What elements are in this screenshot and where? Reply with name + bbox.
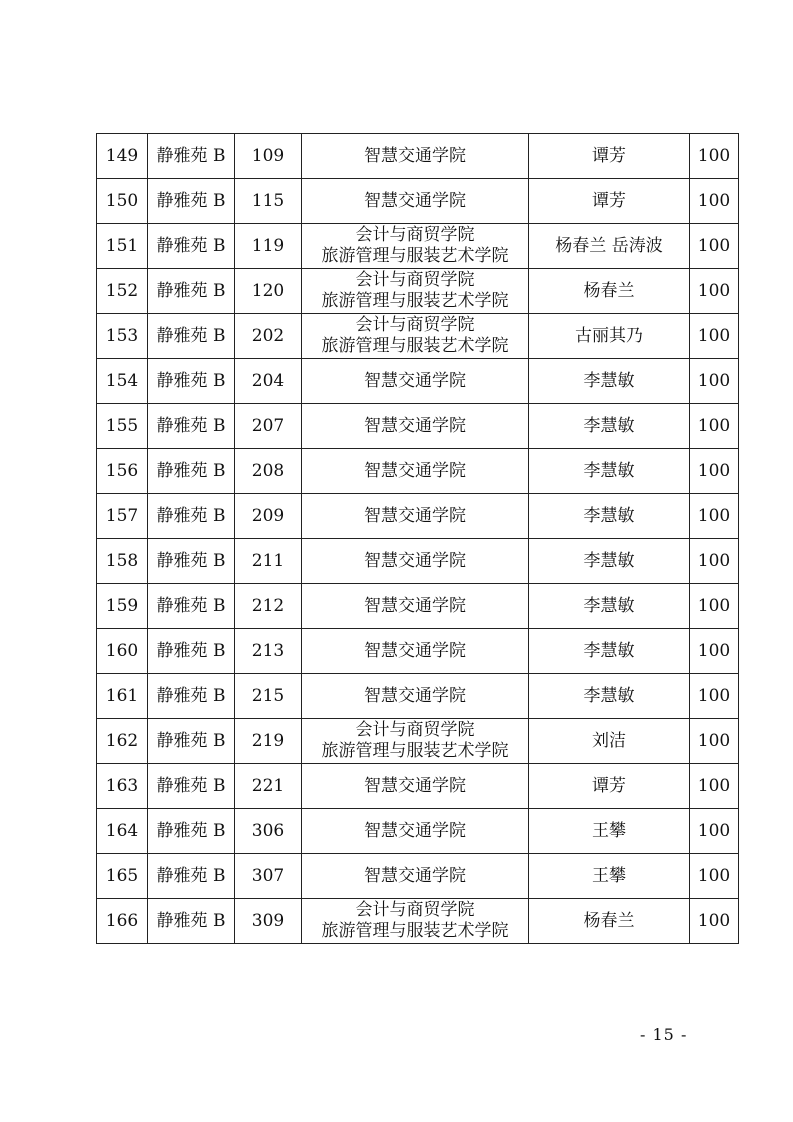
college-name-line: 智慧交通学院	[364, 550, 466, 571]
college-name-line: 会计与商贸学院	[355, 225, 475, 245]
table-row	[97, 674, 739, 719]
row-number-cell: 165	[97, 854, 148, 899]
table-row	[97, 449, 739, 494]
score-cell: 100	[690, 674, 739, 719]
row-number-cell: 162	[97, 719, 148, 764]
building-name-cell: 静雅苑 B	[148, 764, 235, 809]
teacher-name-cell: 刘洁	[529, 719, 690, 764]
table-row	[97, 314, 739, 359]
score-cell: 100	[690, 314, 739, 359]
room-number-cell: 119	[235, 224, 302, 269]
building-name-cell: 静雅苑 B	[148, 719, 235, 764]
table-row	[97, 179, 739, 224]
teacher-name-cell: 杨春兰	[529, 899, 690, 944]
college-name-cell	[302, 539, 529, 584]
college-name-line: 智慧交通学院	[364, 190, 466, 211]
row-number-cell: 156	[97, 449, 148, 494]
table-row	[97, 269, 739, 314]
college-name-cell	[302, 809, 529, 854]
score-cell: 100	[690, 404, 739, 449]
college-name-line: 智慧交通学院	[364, 145, 466, 166]
row-number-cell: 166	[97, 899, 148, 944]
room-number-cell: 204	[235, 359, 302, 404]
building-name-cell: 静雅苑 B	[148, 404, 235, 449]
college-name-cell	[302, 584, 529, 629]
score-cell: 100	[690, 179, 739, 224]
row-number-cell: 158	[97, 539, 148, 584]
teacher-name-cell: 李慧敏	[529, 539, 690, 584]
building-name-cell: 静雅苑 B	[148, 494, 235, 539]
row-number-cell: 149	[97, 134, 148, 179]
room-number-cell: 115	[235, 179, 302, 224]
row-number-cell: 152	[97, 269, 148, 314]
table-row	[97, 134, 739, 179]
score-cell: 100	[690, 854, 739, 899]
college-name-line: 旅游管理与服装艺术学院	[321, 336, 509, 356]
building-name-cell: 静雅苑 B	[148, 269, 235, 314]
teacher-name-cell: 王攀	[529, 809, 690, 854]
table-row	[97, 629, 739, 674]
table-row	[97, 764, 739, 809]
row-number-cell: 155	[97, 404, 148, 449]
teacher-name-cell: 谭芳	[529, 134, 690, 179]
teacher-name-cell: 李慧敏	[529, 584, 690, 629]
college-name-cell	[302, 854, 529, 899]
room-number-cell: 215	[235, 674, 302, 719]
room-number-cell: 307	[235, 854, 302, 899]
college-name-line: 会计与商贸学院	[355, 270, 475, 290]
table-body	[97, 134, 739, 944]
score-cell: 100	[690, 809, 739, 854]
room-number-cell: 211	[235, 539, 302, 584]
teacher-name-cell: 李慧敏	[529, 494, 690, 539]
table-row	[97, 809, 739, 854]
table-row	[97, 584, 739, 629]
dormitory-score-table	[96, 133, 739, 944]
room-number-cell: 109	[235, 134, 302, 179]
table-row	[97, 854, 739, 899]
college-name-line: 智慧交通学院	[364, 460, 466, 481]
table-row	[97, 359, 739, 404]
college-name-cell	[302, 314, 529, 359]
score-cell: 100	[690, 719, 739, 764]
teacher-name-cell: 李慧敏	[529, 629, 690, 674]
teacher-name-cell: 谭芳	[529, 179, 690, 224]
room-number-cell: 209	[235, 494, 302, 539]
teacher-name-cell: 李慧敏	[529, 359, 690, 404]
college-name-line: 智慧交通学院	[364, 820, 466, 841]
page-number: - 15 -	[640, 1025, 688, 1044]
college-name-cell	[302, 449, 529, 494]
building-name-cell: 静雅苑 B	[148, 134, 235, 179]
score-cell: 100	[690, 269, 739, 314]
row-number-cell: 160	[97, 629, 148, 674]
teacher-name-cell: 李慧敏	[529, 449, 690, 494]
college-name-line: 会计与商贸学院	[355, 900, 475, 920]
college-name-line: 智慧交通学院	[364, 595, 466, 616]
college-name-cell	[302, 269, 529, 314]
building-name-cell: 静雅苑 B	[148, 899, 235, 944]
row-number-cell: 151	[97, 224, 148, 269]
building-name-cell: 静雅苑 B	[148, 854, 235, 899]
score-cell: 100	[690, 224, 739, 269]
building-name-cell: 静雅苑 B	[148, 359, 235, 404]
row-number-cell: 150	[97, 179, 148, 224]
row-number-cell: 163	[97, 764, 148, 809]
score-cell: 100	[690, 449, 739, 494]
room-number-cell: 207	[235, 404, 302, 449]
room-number-cell: 306	[235, 809, 302, 854]
score-cell: 100	[690, 764, 739, 809]
score-cell: 100	[690, 539, 739, 584]
college-name-cell	[302, 674, 529, 719]
room-number-cell: 120	[235, 269, 302, 314]
building-name-cell: 静雅苑 B	[148, 584, 235, 629]
room-number-cell: 208	[235, 449, 302, 494]
room-number-cell: 202	[235, 314, 302, 359]
table-row	[97, 899, 739, 944]
college-name-cell	[302, 404, 529, 449]
college-name-cell	[302, 224, 529, 269]
score-cell: 100	[690, 899, 739, 944]
table-row	[97, 539, 739, 584]
college-name-line: 旅游管理与服装艺术学院	[321, 291, 509, 311]
table-row	[97, 224, 739, 269]
row-number-cell: 157	[97, 494, 148, 539]
teacher-name-cell: 李慧敏	[529, 674, 690, 719]
college-name-line: 智慧交通学院	[364, 415, 466, 436]
college-name-cell	[302, 494, 529, 539]
row-number-cell: 153	[97, 314, 148, 359]
college-name-line: 智慧交通学院	[364, 865, 466, 886]
row-number-cell: 154	[97, 359, 148, 404]
room-number-cell: 212	[235, 584, 302, 629]
college-name-cell	[302, 764, 529, 809]
teacher-name-cell: 王攀	[529, 854, 690, 899]
college-name-cell	[302, 719, 529, 764]
table-row	[97, 404, 739, 449]
college-name-line: 智慧交通学院	[364, 640, 466, 661]
college-name-line: 旅游管理与服装艺术学院	[321, 921, 509, 941]
building-name-cell: 静雅苑 B	[148, 449, 235, 494]
table-row	[97, 719, 739, 764]
college-name-cell	[302, 899, 529, 944]
score-cell: 100	[690, 584, 739, 629]
table-row	[97, 494, 739, 539]
score-cell: 100	[690, 494, 739, 539]
score-cell: 100	[690, 134, 739, 179]
building-name-cell: 静雅苑 B	[148, 224, 235, 269]
college-name-line: 旅游管理与服装艺术学院	[321, 741, 509, 761]
college-name-line: 智慧交通学院	[364, 775, 466, 796]
college-name-cell	[302, 359, 529, 404]
building-name-cell: 静雅苑 B	[148, 314, 235, 359]
college-name-cell	[302, 629, 529, 674]
college-name-line: 会计与商贸学院	[355, 720, 475, 740]
score-cell: 100	[690, 359, 739, 404]
row-number-cell: 161	[97, 674, 148, 719]
college-name-line: 智慧交通学院	[364, 370, 466, 391]
row-number-cell: 159	[97, 584, 148, 629]
college-name-cell	[302, 134, 529, 179]
college-name-line: 智慧交通学院	[364, 685, 466, 706]
score-cell: 100	[690, 629, 739, 674]
teacher-name-cell: 杨春兰	[529, 269, 690, 314]
building-name-cell: 静雅苑 B	[148, 674, 235, 719]
college-name-line: 旅游管理与服装艺术学院	[321, 246, 509, 266]
teacher-name-cell: 杨春兰 岳涛波	[529, 224, 690, 269]
teacher-name-cell: 谭芳	[529, 764, 690, 809]
room-number-cell: 221	[235, 764, 302, 809]
room-number-cell: 309	[235, 899, 302, 944]
building-name-cell: 静雅苑 B	[148, 809, 235, 854]
teacher-name-cell: 李慧敏	[529, 404, 690, 449]
college-name-line: 智慧交通学院	[364, 505, 466, 526]
room-number-cell: 213	[235, 629, 302, 674]
room-number-cell: 219	[235, 719, 302, 764]
college-name-line: 会计与商贸学院	[355, 315, 475, 335]
building-name-cell: 静雅苑 B	[148, 629, 235, 674]
row-number-cell: 164	[97, 809, 148, 854]
college-name-cell	[302, 179, 529, 224]
building-name-cell: 静雅苑 B	[148, 179, 235, 224]
building-name-cell: 静雅苑 B	[148, 539, 235, 584]
teacher-name-cell: 古丽其乃	[529, 314, 690, 359]
